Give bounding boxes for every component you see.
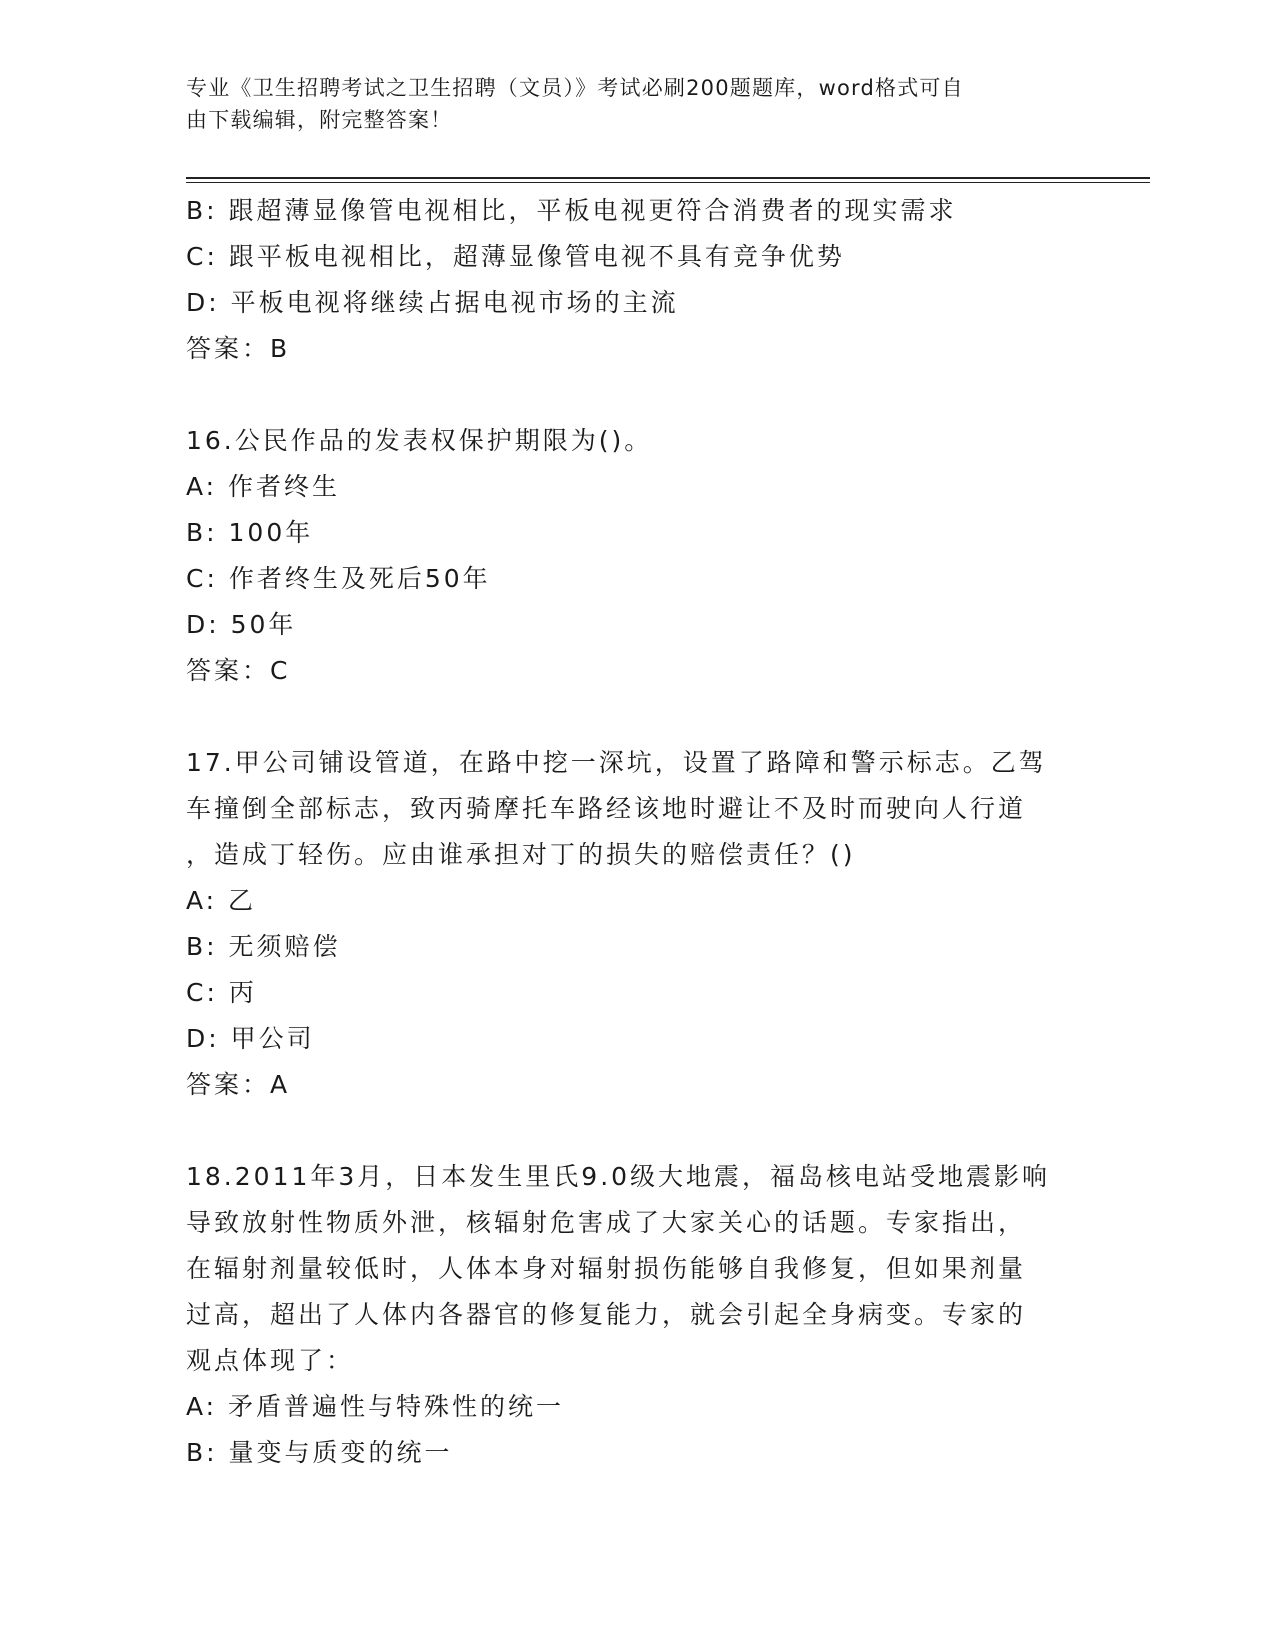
q15-option-b: B: 跟超薄显像管电视相比，平板电视更符合消费者的现实需求 [186,196,957,225]
q17-option-b: B: 无须赔偿 [186,932,341,961]
header-line-1: 专业《卫生招聘考试之卫生招聘（文员）》考试必刷200题题库，word格式可自 [186,76,964,100]
q18-stem-line-4: 过高，超出了人体内各器官的修复能力，就会引起全身病变。专家的 [186,1300,1027,1329]
q17-option-d: D: 甲公司 [186,1024,315,1053]
q18-stem-line-5: 观点体现了： [186,1346,355,1375]
q17-stem-line-1: 17.甲公司铺设管道，在路中挖一深坑，设置了路障和警示标志。乙驾 [186,748,1047,777]
q17-option-c: C: 丙 [186,978,257,1007]
q17-option-a: A: 乙 [186,886,257,915]
q18-stem-line-2: 导致放射性物质外泄，核辐射危害成了大家关心的话题。专家指出， [186,1208,1027,1237]
header-rule-thin [186,182,1150,183]
spacer [186,372,1086,418]
q17-answer: 答案：A [186,1070,291,1099]
header-line-2: 由下载编辑，附完整答案！ [186,108,453,132]
q17-stem-line-2: 车撞倒全部标志，致丙骑摩托车路经该地时避让不及时而驶向人行道 [186,794,1027,823]
question-18 [186,1154,1086,1476]
header-rule-thick [186,177,1150,179]
q16-option-b: B: 100年 [186,518,314,547]
q15-option-d: D: 平板电视将继续占据电视市场的主流 [186,288,679,317]
question-content [186,188,1086,1476]
q18-stem-line-3: 在辐射剂量较低时，人体本身对辐射损伤能够自我修复，但如果剂量 [186,1254,1027,1283]
q16-answer: 答案：C [186,656,291,685]
q18-option-a: A: 矛盾普遍性与特殊性的统一 [186,1392,565,1421]
q15-option-c: C: 跟平板电视相比，超薄显像管电视不具有竞争优势 [186,242,845,271]
q16-option-c: C: 作者终生及死后50年 [186,564,491,593]
q16-stem: 16.公民作品的发表权保护期限为()。 [186,426,653,455]
spacer [186,694,1086,740]
q18-stem-line-1: 18.2011年3月，日本发生里氏9.0级大地震，福岛核电站受地震影响 [186,1162,1051,1191]
question-15 [186,188,1086,372]
question-16 [186,418,1086,694]
question-17 [186,740,1086,1108]
q15-answer: 答案：B [186,334,291,363]
q17-stem-line-3: ，造成丁轻伤。应由谁承担对丁的损失的赔偿责任？() [186,840,856,869]
q18-option-b: B: 量变与质变的统一 [186,1438,453,1467]
q16-option-d: D: 50年 [186,610,297,639]
spacer [186,1108,1086,1154]
q16-option-a: A: 作者终生 [186,472,341,501]
document-header [186,72,1086,136]
